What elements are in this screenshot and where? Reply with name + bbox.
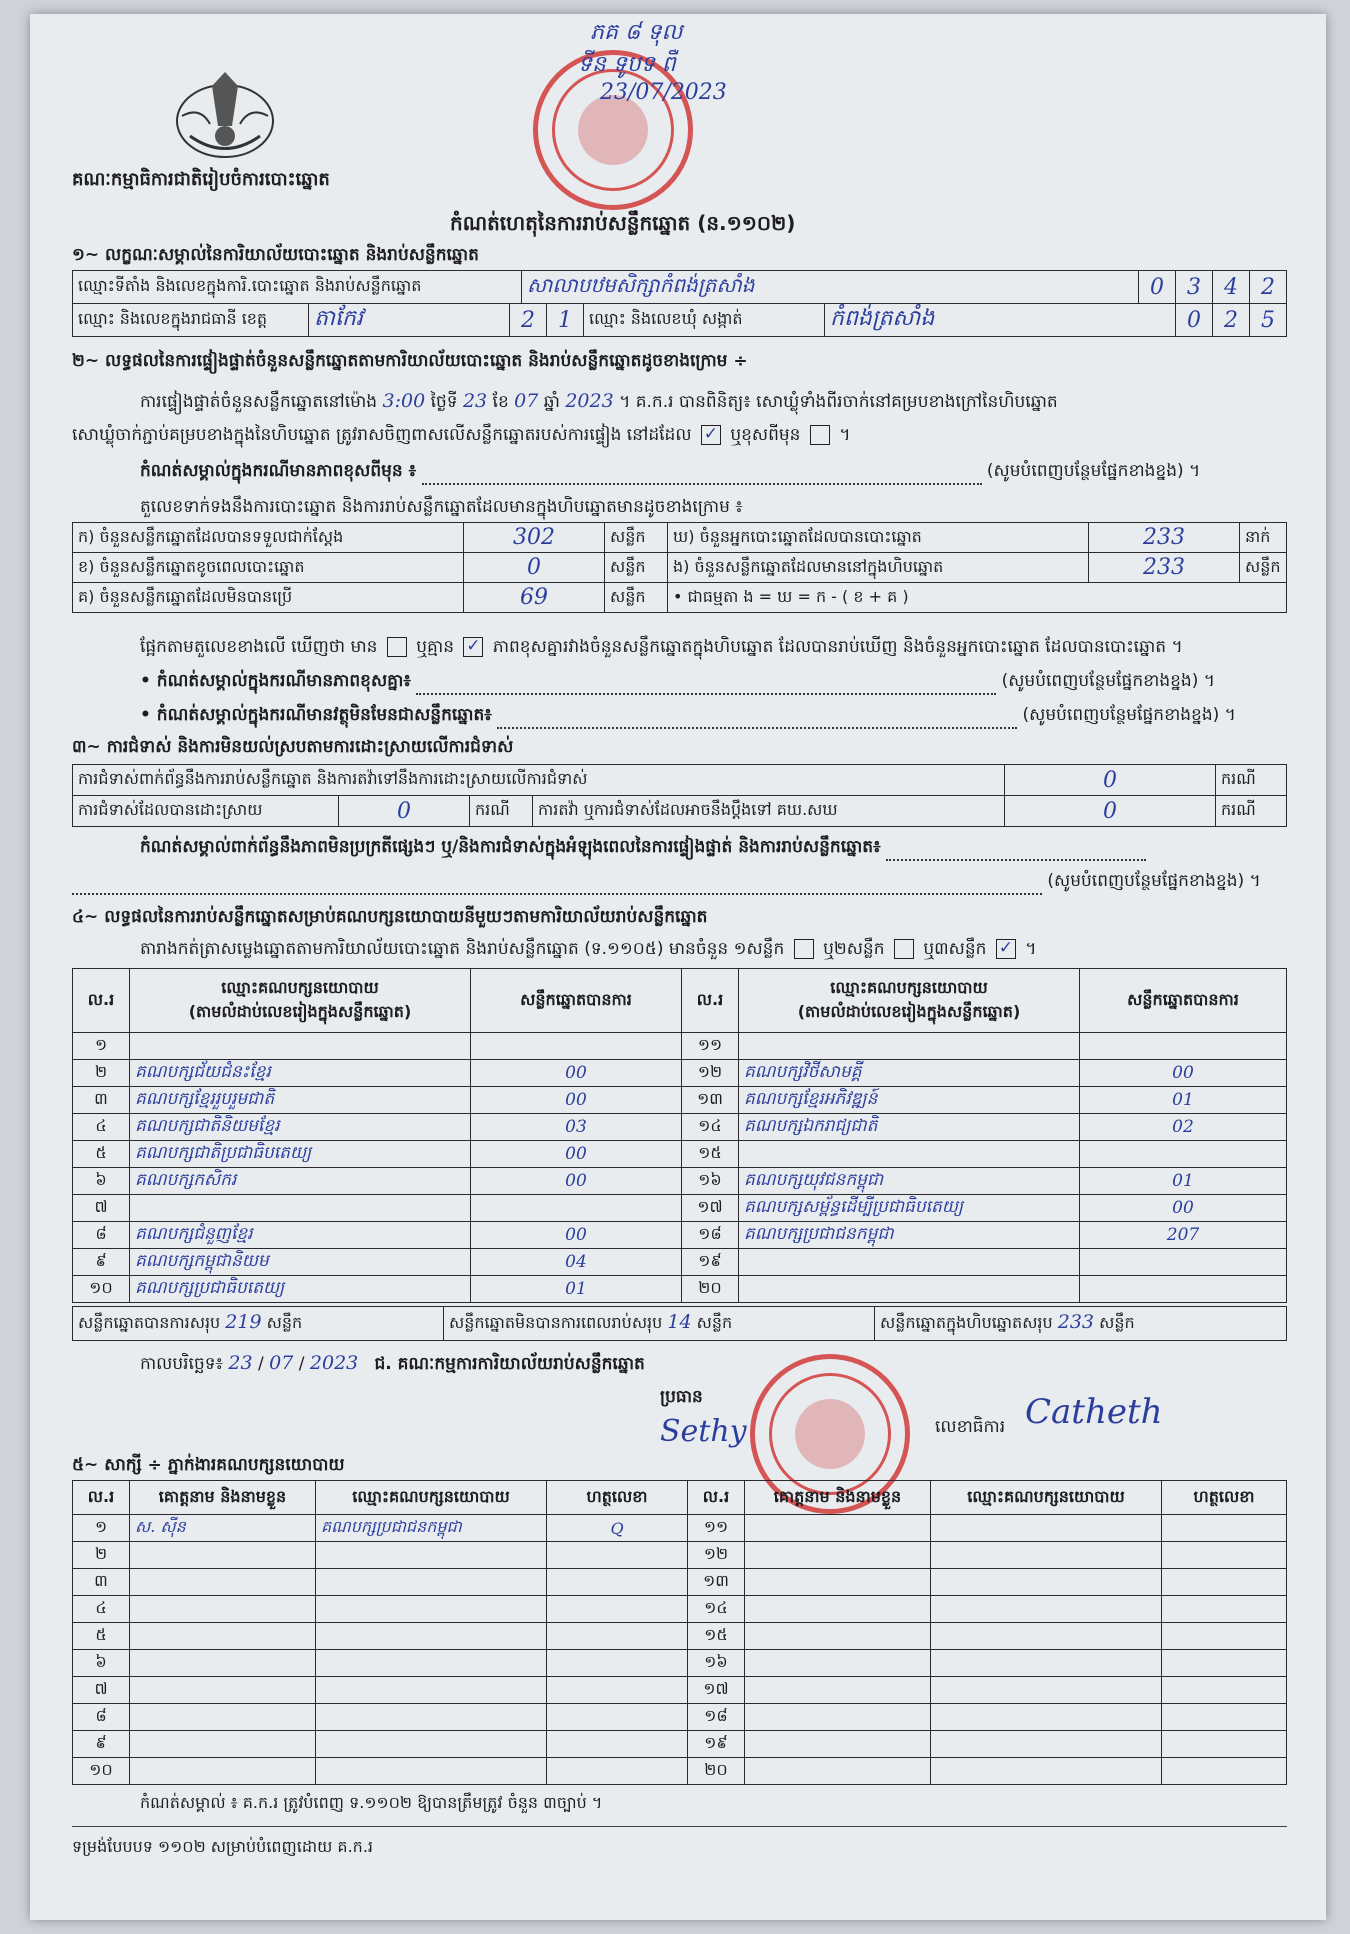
party-name — [739, 1033, 1080, 1060]
section5-heading: ៥~ សាក្សី ÷ ភ្នាក់ងារគណបក្សនយោបាយ — [72, 1455, 345, 1475]
row-number: ៣ — [73, 1087, 130, 1114]
province-digit: 2 — [510, 304, 547, 337]
witness-signature — [547, 1569, 688, 1596]
row-number: ៨ — [73, 1704, 130, 1731]
witness-signature — [547, 1758, 688, 1785]
date-line: កាលបរិច្ឆេទ៖ 23 / 07 / 2023 ជ. គណៈកម្មការការិយាល័យរាប់សន្លឹកឆ្នោត — [140, 1352, 645, 1374]
verify-time: 3:00 — [382, 390, 426, 412]
row-number: ៣ — [73, 1569, 130, 1596]
witness-name — [130, 1677, 316, 1704]
party-results-table: ល.រ ឈ្មោះគណបក្សនយោបាយ (តាមលំដាប់លេខរៀងក្នុងសន្លឹកឆ្នោត) សន្លឹកឆ្នោតបានការ ល.រ ឈ្មោះគណបក្សនយោបាយ (តាមលំដាប់លេខរៀងក្នុងសន្លឹកឆ្នោត) សន្លឹកឆ្នោតបានការ ១ ១១ ២ គណបក្សជ័យជំនះខ្មែរ 00 ១២ គណបក្សវិថីសាមគ្គី 00 ៣ គណបក្សខ្មែររួបរួមជាតិ 00 ១៣ គណបក្សខ្មែរអភិវឌ្ឍន៍ 01 ៤ គណបក្សជាតិនិយមខ្មែរ 03 ១៤ គណបក្សឯករាជ្យជាតិ 02 ៥ គណបក្សជាតិប្រជាធិបតេយ្យ 00 ១៥ ៦ គណបក្សកសិករ 00 ១៦ គណបក្សយុវជនកម្ពុជា 01 ៧ ១៧ គណបក្សសម្ព័ន្ធដើម្បីប្រជាធិបតេយ្យ 00 ៨ គណបក្សជំនួញខ្មែរ 00 ១៨ គណបក្សប្រជាជនកម្ពុជា 207 ៩ គណបក្សកម្ពុជានិយម 04 ១៩ ១០ គណបក្សប្រជាធិបតេយ្យ 01 ២០ — [72, 968, 1287, 1303]
witness-party — [316, 1650, 547, 1677]
witness-name — [130, 1542, 316, 1569]
committee-name: គណៈកម្មាធិការជាតិរៀបចំការបោះឆ្នោត — [72, 169, 330, 190]
row-number: ៧ — [73, 1195, 130, 1222]
party-votes — [1080, 1249, 1287, 1276]
row-number: ១០ — [73, 1276, 130, 1303]
row-number: ២០ — [688, 1758, 745, 1785]
witness-party — [316, 1542, 547, 1569]
section4-heading: ៤~ លទ្ធផលនៃការរាប់សន្លឹកឆ្នោតសម្រាប់គណបក្សនយោបាយនីមួយៗតាមការិយាល័យរាប់សន្លឹកឆ្នោត — [72, 907, 708, 927]
witness-name — [745, 1542, 931, 1569]
party-votes: 00 — [1080, 1060, 1287, 1087]
party-votes: 00 — [1080, 1195, 1287, 1222]
counts-intro: តួលេខទាក់ទងនឹងការបោះឆ្នោត និងការរាប់សន្លឹកឆ្នោតដែលមានក្នុងហិបឆ្នោតមានដូចខាងក្រោម ៖ — [140, 497, 743, 517]
party-name: គណបក្សយុវជនកម្ពុជា — [739, 1168, 1080, 1195]
row-c-label: គ) ចំនួនសន្លឹកឆ្នោតដែលមិនបានប្រើ — [73, 583, 464, 613]
one-sheet-checkbox[interactable] — [794, 939, 814, 959]
resolved-value: 0 — [339, 796, 470, 827]
total-valid-value: 219 — [225, 1311, 262, 1333]
party-votes — [471, 1033, 682, 1060]
witness-party: គណបក្សប្រជាជនកម្ពុជា — [316, 1515, 547, 1542]
row-number: ១២ — [688, 1542, 745, 1569]
witness-party — [931, 1623, 1162, 1650]
table-row — [73, 1596, 1287, 1623]
chair-label: ប្រធាន — [660, 1387, 703, 1407]
resolved-label: ការជំទាស់ដែលបានដោះស្រាយ — [73, 796, 339, 827]
footer-divider — [72, 1826, 1287, 1827]
party-votes: 207 — [1080, 1222, 1287, 1249]
station-id-table — [72, 270, 1287, 304]
table-row — [73, 1222, 1287, 1249]
table-row — [73, 1677, 1287, 1704]
party-votes: 01 — [1080, 1168, 1287, 1195]
committee-emblem-icon — [170, 66, 280, 162]
note-difference-line: កំណត់សម្គាល់ក្នុងករណីមានភាពខុសពីមុន ៖ (សូមបំពេញបន្ថែមផ្នែកខាងខ្នង) ។ — [140, 460, 1270, 485]
table-row — [73, 1276, 1287, 1303]
verify-month: 07 — [514, 390, 539, 412]
party-name — [739, 1141, 1080, 1168]
witness-name: ស. ស៊ីន — [130, 1515, 316, 1542]
row-number: ១១ — [682, 1033, 739, 1060]
party-name: គណបក្សជ័យជំនះខ្មែរ — [130, 1060, 471, 1087]
form-title: កំណត់ហេតុនៃការរាប់សន្លឹកឆ្នោត (ន.១១០២) — [450, 211, 796, 235]
footer-form-line: ទម្រង់បែបបទ ១១០២ សម្រាប់បំពេញដោយ គ.ក.រ — [72, 1837, 373, 1856]
party-name: គណបក្សខ្មែររួបរួមជាតិ — [130, 1087, 471, 1114]
note-diff-line: • កំណត់សម្គាល់ក្នុងករណីមានភាពខុសគ្នា៖ (សូមបំពេញបន្ថែមផ្នែកខាងខ្នង) ។ — [140, 670, 1270, 695]
witness-signature — [547, 1623, 688, 1650]
row-number: ១០ — [73, 1758, 130, 1785]
witness-party — [931, 1704, 1162, 1731]
station-digit: 4 — [1213, 271, 1250, 304]
row-e-label: ង) ចំនួនសន្លឹកឆ្នោតដែលមាននៅក្នុងហិបឆ្នោត — [668, 553, 1089, 583]
party-name: គណបក្សជាតិនិយមខ្មែរ — [130, 1114, 471, 1141]
verify-line-2: សោឃ្លុំចាក់ភ្ជាប់គម្របខាងក្នុងនៃហិបឆ្នោត ត្រូវរាសចិញពាសលើសន្លឹកឆ្នោតរបស់ការផ្ទៀង នៅដដែល ✓ ឬខុសពីមុន ។ — [72, 424, 851, 445]
row-c-value: 69 — [464, 583, 605, 613]
totals-table: សន្លឹកឆ្នោតបានការសរុប 219 សន្លឹក សន្លឹកឆ្នោតមិនបានការពេលរាប់សរុប 14 សន្លឹក សន្លឹកឆ្នោតក្នុងហិបឆ្នោតសរុប 233 សន្លឹក — [72, 1306, 1287, 1341]
row-number: ១៩ — [682, 1249, 739, 1276]
witness-party — [316, 1731, 547, 1758]
witness-name — [130, 1569, 316, 1596]
witness-signature — [547, 1731, 688, 1758]
note-irregular-line: កំណត់សម្គាល់ពាក់ព័ន្ធនឹងភាពមិនប្រក្រតីផ្សេងៗ ឬ/និងការជំទាស់ក្នុងអំឡុងពេលនៃការផ្ទៀងផ្ទាត់ និងការរាប់សន្លឹកឆ្នោត៖ — [140, 836, 1146, 861]
witness-party — [931, 1731, 1162, 1758]
party-name: គណបក្សប្រជាធិបតេយ្យ — [130, 1276, 471, 1303]
party-name: គណបក្សកម្ពុជានិយម — [130, 1249, 471, 1276]
date-day: 23 — [228, 1352, 253, 1374]
witness-name — [745, 1569, 931, 1596]
commune-digit: 0 — [1176, 304, 1213, 337]
row-d-value: 233 — [1089, 523, 1240, 553]
witness-signature — [1162, 1569, 1287, 1596]
has-difference-checkbox[interactable] — [387, 637, 407, 657]
witness-name — [130, 1596, 316, 1623]
verify-line-1: ការផ្ទៀងផ្ទាត់ចំនួនសន្លឹកឆ្នោតនៅម៉ោង 3:00 ថ្ងៃទី 23 ខែ 07 ឆ្នាំ 2023 ។ គ.ក.រ បានពិនិត្យ៖ សោឃ្លុំទាំងពីរចាក់នៅគម្របខាងក្រៅនៃហិបឆ្នោត — [140, 390, 1058, 412]
secretary-label: លេខាធិការ — [935, 1417, 1006, 1437]
party-name: គណបក្សជំនួញខ្មែរ — [130, 1222, 471, 1249]
witness-name — [745, 1758, 931, 1785]
table-row — [73, 1650, 1287, 1677]
table-row — [73, 1731, 1287, 1758]
party-votes: 00 — [471, 1060, 682, 1087]
party-votes: 00 — [471, 1087, 682, 1114]
party-votes — [1080, 1033, 1287, 1060]
table-row — [73, 1033, 1287, 1060]
section2-heading: ២~ លទ្ធផលនៃការផ្ទៀងផ្ទាត់ចំនួនសន្លឹកឆ្នោតតាមការិយាល័យបោះឆ្នោត និងរាប់សន្លឹកឆ្នោតដូចខាងក្រោម ÷ — [72, 351, 748, 371]
row-e-value: 233 — [1089, 553, 1240, 583]
witness-signature — [1162, 1596, 1287, 1623]
witness-party — [931, 1677, 1162, 1704]
witness-signature — [1162, 1542, 1287, 1569]
witness-name — [745, 1623, 931, 1650]
witness-party — [316, 1596, 547, 1623]
date-year: 2023 — [309, 1352, 359, 1374]
party-name: គណបក្សប្រជាជនកម្ពុជា — [739, 1222, 1080, 1249]
row-number: ៤ — [73, 1596, 130, 1623]
note-irregular-line-2: (សូមបំពេញបន្ថែមផ្នែកខាងខ្នង) ។ — [72, 870, 1287, 895]
witness-party — [316, 1569, 547, 1596]
table-row — [73, 1087, 1287, 1114]
witness-signature — [1162, 1623, 1287, 1650]
station-digit: 3 — [1176, 271, 1213, 304]
complaint-value: 0 — [1005, 765, 1216, 796]
witness-party — [931, 1542, 1162, 1569]
commune-digit: 2 — [1213, 304, 1250, 337]
witness-party — [931, 1569, 1162, 1596]
note-object-line: • កំណត់សម្គាល់ក្នុងករណីមានវត្ថុមិនមែនជាសន្លឹកឆ្នោត៖ (សូមបំពេញបន្ថែមផ្នែកខាងខ្នង) ។ — [140, 704, 1270, 729]
row-number: ៨ — [73, 1222, 130, 1249]
stamp-handnote-1: ភគ ៨ ទុល — [590, 20, 683, 45]
row-number: ១ — [73, 1515, 130, 1542]
province-digit: 1 — [547, 304, 584, 337]
witness-name — [130, 1704, 316, 1731]
row-number: ១១ — [688, 1515, 745, 1542]
row-a-value: 302 — [464, 523, 605, 553]
witness-table: ល.រ គោត្តនាម និងនាមខ្លួន ឈ្មោះគណបក្សនយោបាយ ហត្ថលេខា ល.រ គោត្តនាម និងនាមខ្លួន ឈ្មោះគណបក្សនយោបាយ ហត្ថលេខា ១ ស. ស៊ីន គណបក្សប្រជាជនកម្ពុជា Q ១១ ២ ១២ ៣ ១៣ ៤ ១៤ ៥ ១៥ ៦ ១៦ ៧ ១៧ ៨ ១៨ ៩ ១៩ ១០ ២០ — [72, 1480, 1287, 1785]
party-votes: 00 — [471, 1222, 682, 1249]
witness-party — [931, 1758, 1162, 1785]
station-digit: 2 — [1250, 271, 1287, 304]
formula: • ជាធម្មតា ង = ឃ = ក - ( ខ + គ ) — [668, 583, 1287, 613]
ballot-counts-table: ក) ចំនួនសន្លឹកឆ្នោតដែលបានទទួលជាក់ស្តែង 302 សន្លឹក ឃ) ចំនួនអ្នកបោះឆ្នោតដែលបានបោះឆ្នោត 233 នាក់ ខ) ចំនួនសន្លឹកឆ្នោតខូចពេលបោះឆ្នោត 0 សន្លឹក ង) ចំនួនសន្លឹកឆ្នោតដែលមាននៅក្នុងហិបឆ្នោត 233 សន្លឹក គ) ចំនួនសន្លឹកឆ្នោតដែលមិនបានប្រើ 69 សន្លឹក • ជាធម្មតា ង = ឃ = ក - ( ខ + គ ) — [72, 522, 1287, 613]
row-number: ១២ — [682, 1060, 739, 1087]
row-number: ១៨ — [682, 1222, 739, 1249]
complaint-label: ការជំទាស់ពាក់ព័ន្ធនឹងការរាប់សន្លឹកឆ្នោត និងការតវ៉ាទៅនឹងការដោះស្រាយលើការជំទាស់ — [73, 765, 1005, 796]
compare-line: ផ្អែកតាមតួលេខខាងលើ ឃើញថា មាន ឬគ្មាន ✓ ភាពខុសគ្នារវាងចំនួនសន្លឹកឆ្នោតក្នុងហិបឆ្នោត ដែលបានរាប់ឃើញ និងចំនួនអ្នកបោះឆ្នោត ដែលបានបោះឆ្នោត ។ — [140, 636, 1183, 657]
province-label: ឈ្មោះ និងលេខក្នុងរាជធានី ខេត្ត — [73, 304, 309, 337]
party-name: គណបក្សខ្មែរអភិវឌ្ឍន៍ — [739, 1087, 1080, 1114]
party-name: គណបក្សកសិករ — [130, 1168, 471, 1195]
party-name: គណបក្សជាតិប្រជាធិបតេយ្យ — [130, 1141, 471, 1168]
witness-name — [745, 1731, 931, 1758]
witness-name — [745, 1704, 931, 1731]
row-number: ២០ — [682, 1276, 739, 1303]
row-number: ១៣ — [682, 1087, 739, 1114]
row-number: ១៣ — [688, 1569, 745, 1596]
row-a-label: ក) ចំនួនសន្លឹកឆ្នោតដែលបានទទួលជាក់ស្តែង — [73, 523, 464, 553]
row-number: ១៤ — [688, 1596, 745, 1623]
witness-signature — [547, 1650, 688, 1677]
party-name: គណបក្សសម្ព័ន្ធដើម្បីប្រជាធិបតេយ្យ — [739, 1195, 1080, 1222]
witness-signature — [1162, 1704, 1287, 1731]
table-row — [73, 1114, 1287, 1141]
table-row — [73, 1195, 1287, 1222]
witness-party — [931, 1596, 1162, 1623]
witness-party — [931, 1650, 1162, 1677]
witness-signature — [1162, 1515, 1287, 1542]
party-votes: 00 — [471, 1141, 682, 1168]
witness-signature — [547, 1542, 688, 1569]
row-number: ៩ — [73, 1731, 130, 1758]
verify-year: 2023 — [565, 390, 614, 412]
province-value: តាកែវ — [309, 304, 510, 337]
row-number: ១ — [73, 1033, 130, 1060]
witness-name — [745, 1650, 931, 1677]
party-votes: 04 — [471, 1249, 682, 1276]
party-name — [739, 1276, 1080, 1303]
row-number: ១៦ — [688, 1650, 745, 1677]
party-name — [739, 1249, 1080, 1276]
secretary-signature: Catheth — [1025, 1392, 1163, 1432]
verify-day: 23 — [462, 390, 488, 412]
row-number: ២ — [73, 1542, 130, 1569]
row-number: ៧ — [73, 1677, 130, 1704]
party-name — [130, 1033, 471, 1060]
witness-name — [745, 1596, 931, 1623]
appeal-value: 0 — [1005, 796, 1216, 827]
table-row — [73, 1542, 1287, 1569]
table-row — [73, 1623, 1287, 1650]
date-month: 07 — [269, 1352, 294, 1374]
witness-party — [931, 1515, 1162, 1542]
row-number: ២ — [73, 1060, 130, 1087]
same-checkbox[interactable]: ✓ — [701, 425, 721, 445]
witness-signature — [1162, 1731, 1287, 1758]
witness-party — [316, 1623, 547, 1650]
commune-digit: 5 — [1250, 304, 1287, 337]
footer-note: កំណត់សម្គាល់ ៖ គ.ក.រ ត្រូវបំពេញ ទ.១១០២ ឱ្យបានត្រឹមត្រូវ ចំនួន ៣ច្បាប់ ។ — [140, 1793, 603, 1812]
commune-label: ឈ្មោះ និងលេខឃុំ សង្កាត់ — [584, 304, 825, 337]
witness-signature — [547, 1596, 688, 1623]
no-difference-checkbox[interactable]: ✓ — [463, 637, 483, 657]
total-box-value: 233 — [1057, 1311, 1095, 1333]
complaints-table: ការជំទាស់ពាក់ព័ន្ធនឹងការរាប់សន្លឹកឆ្នោត និងការតវ៉ាទៅនឹងការដោះស្រាយលើការជំទាស់ 0 ករណី ការជំទាស់ដែលបានដោះស្រាយ 0 ករណី ការតវ៉ា ឬការជំទាស់ដែលអាចនឹងប្តឹងទៅ គឃ.សឃ 0 ករណី — [72, 764, 1287, 827]
party-name — [130, 1195, 471, 1222]
section3-heading: ៣~ ការជំទាស់ និងការមិនយល់ស្របតាមការដោះស្រាយលើការជំទាស់ — [72, 737, 514, 757]
party-votes: 01 — [471, 1276, 682, 1303]
row-number: ១៦ — [682, 1168, 739, 1195]
witness-name — [130, 1731, 316, 1758]
tally-sheet-line: តារាងកត់ត្រាសម្លេងឆ្នោតតាមការិយាល័យបោះឆ្នោត និងរាប់សន្លឹកឆ្នោត (ទ.១១០៥) មានចំនួន ១សន្លឹក ឬ២សន្លឹក ឬ៣សន្លឹក ✓ ។ — [140, 938, 1037, 959]
table-row — [73, 1515, 1287, 1542]
witness-party — [316, 1677, 547, 1704]
row-number: ១៧ — [688, 1677, 745, 1704]
stamp-date: 23/07/2023 — [600, 80, 727, 105]
row-b-label: ខ) ចំនួនសន្លឹកឆ្នោតខូចពេលបោះឆ្នោត — [73, 553, 464, 583]
table-row — [73, 1704, 1287, 1731]
row-number: ១៥ — [688, 1623, 745, 1650]
row-number: ៩ — [73, 1249, 130, 1276]
party-votes — [1080, 1276, 1287, 1303]
table-row — [73, 1569, 1287, 1596]
party-name: គណបក្សឯករាជ្យជាតិ — [739, 1114, 1080, 1141]
chair-signature: Sethy — [660, 1414, 747, 1449]
witness-party — [316, 1704, 547, 1731]
location-table — [72, 303, 1287, 337]
row-number: ៦ — [73, 1168, 130, 1195]
table-row — [73, 1060, 1287, 1087]
party-name: គណបក្សវិថីសាមគ្គី — [739, 1060, 1080, 1087]
station-digit: 0 — [1139, 271, 1176, 304]
table-row — [73, 1758, 1287, 1785]
witness-signature — [547, 1704, 688, 1731]
row-number: ៥ — [73, 1141, 130, 1168]
form-sheet — [30, 14, 1326, 1920]
witness-name — [130, 1758, 316, 1785]
station-label: ឈ្មោះទីតាំង និងលេខក្នុងការិ.បោះឆ្នោត និងរាប់សន្លឹកឆ្នោត — [73, 271, 522, 304]
witness-name — [130, 1623, 316, 1650]
appeal-label: ការតវ៉ា ឬការជំទាស់ដែលអាចនឹងប្តឹងទៅ គឃ.សឃ — [533, 796, 1005, 827]
row-d-label: ឃ) ចំនួនអ្នកបោះឆ្នោតដែលបានបោះឆ្នោត — [668, 523, 1089, 553]
witness-signature — [1162, 1650, 1287, 1677]
witness-signature — [1162, 1677, 1287, 1704]
witness-name — [745, 1515, 931, 1542]
row-number: ១៩ — [688, 1731, 745, 1758]
total-invalid-value: 14 — [667, 1311, 692, 1333]
section1-heading: ១~ លក្ខណៈសម្គាល់នៃការិយាល័យបោះឆ្នោត និងរាប់សន្លឹកឆ្នោត — [72, 245, 479, 265]
two-sheets-checkbox[interactable] — [894, 939, 914, 959]
row-number: ១៤ — [682, 1114, 739, 1141]
row-number: ៥ — [73, 1623, 130, 1650]
party-votes: 00 — [471, 1168, 682, 1195]
party-votes: 02 — [1080, 1114, 1287, 1141]
witness-signature — [547, 1677, 688, 1704]
row-number: ៦ — [73, 1650, 130, 1677]
table-row — [73, 1249, 1287, 1276]
witness-name — [130, 1650, 316, 1677]
changed-checkbox[interactable] — [810, 425, 830, 445]
three-sheets-checkbox[interactable]: ✓ — [996, 939, 1016, 959]
table-row — [73, 1141, 1287, 1168]
commune-value: កំពង់ត្រសាំង — [825, 304, 1176, 337]
party-votes: 03 — [471, 1114, 682, 1141]
table-row — [73, 1168, 1287, 1195]
party-votes: 01 — [1080, 1087, 1287, 1114]
row-b-value: 0 — [464, 553, 605, 583]
row-number: ១៧ — [682, 1195, 739, 1222]
witness-signature: Q — [547, 1515, 688, 1542]
witness-party — [316, 1758, 547, 1785]
row-number: ១៥ — [682, 1141, 739, 1168]
station-value: សាលាបឋមសិក្សាកំពង់ត្រសាំង — [522, 271, 1139, 304]
witness-name — [745, 1677, 931, 1704]
row-number: ៤ — [73, 1114, 130, 1141]
party-votes — [471, 1195, 682, 1222]
row-number: ១៨ — [688, 1704, 745, 1731]
stamp-handnote-2: ទីន ទូបទ ពឺ — [578, 52, 676, 77]
party-votes — [1080, 1141, 1287, 1168]
witness-signature — [1162, 1758, 1287, 1785]
